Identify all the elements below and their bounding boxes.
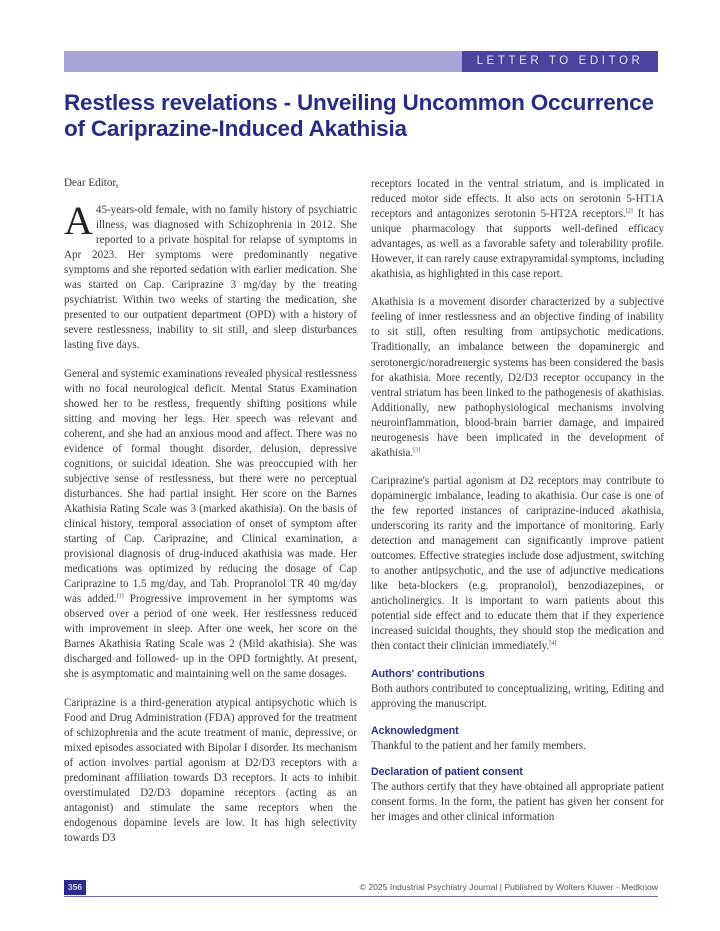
right-column — [371, 177, 664, 836]
paragraph-discussion — [371, 474, 664, 655]
section-header-bar — [64, 51, 658, 72]
page-footer — [64, 880, 658, 897]
citation-ref[interactable]: [1] — [116, 593, 124, 600]
section-heading-authors-contributions: Authors' contributions — [371, 668, 485, 681]
section-text-acknowledgment: Thankful to the patient and her family members. — [371, 739, 587, 752]
paragraph-text: Cariprazine's partial agonism at D2 receptors may contribute to dopaminergic imbalance, leading to akathisia. Our case is one of the few reported instances of cariprazine-induced akathisia, underscoring its rarity and the importance of monitoring. Early detection and management can significantly improve patient outcomes. Effective strategies include dose adjustment, switching to another antipsychotic, and the use of adjunctive medications like beta-blockers (e.g. propranolol), benzodiazepines, or anticholinergics. It is important to warn patients about this potential side effect and to educate them that if they experience increased suicidal thoughts, they should stop the medication and then contact their clinician immediately. — [371, 474, 664, 653]
footer-copyright: © 2025 Industrial Psychiatry Journal | Published by Wolters Kluwer - Medknow — [359, 882, 658, 892]
citation-ref[interactable]: [2] — [625, 208, 633, 215]
paragraph-case-history — [64, 198, 357, 353]
salutation: Dear Editor, — [64, 177, 119, 189]
paragraph-examination — [64, 367, 357, 683]
paragraph-cariprazine: Cariprazine is a third-generation atypical antipsychotic which is Food and Drug Administration (FDA) approved for the treatment of schizophrenia and the acute treatment of manic, depressive, or mixed episodes associated with Bipolar I disorder. Its mechanism of action involves partial agonism at D2/D3 receptors with a predominant affiliation towards D3 receptors. It acts to inhibit overstimulated D2/D3 dopamine receptors (acting as an antagonist) and stimulate the same receptors when the endogenous dopamine levels are low. It has high selectivity towards D3 — [64, 696, 357, 844]
paragraph-text: receptors located in the ventral striatum, and is implicated in reduced motor side effects. It also acts on serotonin 5-HT1A receptors and antagonizes serotonin 5-HT2A receptors. — [371, 178, 664, 221]
section-heading-acknowledgment: Acknowledgment — [371, 724, 459, 737]
page-number: 356 — [64, 880, 86, 895]
section-text-authors-contributions: Both authors contributed to conceptualizing, writing, Editing and approving the manuscript. — [371, 683, 664, 711]
paragraph-text: Akathisia is a movement disorder characterized by a subjective feeling of inner restlessness and an objective finding of inability to sit still, often resulting from antipsychotic medications. Traditionally, an imbalance between the dopaminergic and serotonergic/noradrenergic systems has been considered the basis for akathisia. More recently, D2/D3 receptor occupancy in the ventral striatum has been linked to the pathogenesis of akathisias. Additionally, new pathophysiological mechanisms involving neuroinflammation, blood-brain barrier damage, and impaired neurogenesis have been implicated in the development of akathisia. — [371, 296, 664, 459]
section-heading-patient-consent: Declaration of patient consent — [371, 765, 523, 778]
paragraph-akathisia — [371, 295, 664, 461]
drop-cap: A — [64, 198, 93, 244]
paragraph-text: General and systemic examinations revealed physical restlessness with no focal neurological deficit. Mental Status Examination showed her to be restless, frequently shifting positions while sitting and moving her legs. Her speech was relevant and coherent, and she had an anxious mood and affect. There was no evidence of formal thought disorder, delusion, depressive cognitions, or suicidal ideation. She was preoccupied with her subjective sense of restlessness, but there were no perceptual disturbances. She had partial insight. Her score on the Barnes Akathisia Rating Scale was 3 (marked akathisia). On the basis of clinical history, temporal association of onset of symptom after starting of Cap. Cariprazine, and Clinical examination, a provisional diagnosis of drug-induced akathisia was made. Her medications was optimized by reducing the dosage of Cap Cariprazine to 1.5 mg/day, and Tab. Propranolol TR 40 mg/day was added. — [64, 367, 357, 606]
paragraph-text: It has unique pharmacology that supports well-defined efficacy advantages, as well as a favorable safety and tolerability profile. However, it can rarely cause extrapyramidal symptoms, including akathisia, as highlighted in this case report. — [371, 208, 664, 281]
paragraph-receptors — [371, 177, 664, 282]
article-title: Restless revelations - Unveiling Uncommon Occurrence of Cariprazine-Induced Akathisia — [64, 90, 654, 141]
paragraph-text: 45-years-old female, with no family history of psychiatric illness, was diagnosed with Schizophrenia in 2012. She reported to a private hospital for relapse of symptoms in Apr 2023. Her symptoms were predominantly negative symptoms and she reported sedation with earlier medication. She was started on Cap. Cariprazine 3 mg/day by the treating psychiatrist. Within two weeks of starting the medication, she presented to our outpatient department (OPD) with a history of severe restlessness, inability to sit still, and sleep disturbances lasting five days. — [64, 204, 357, 352]
citation-ref[interactable]: [4] — [549, 640, 557, 647]
section-text-patient-consent: The authors certify that they have obtained all appropriate patient consent forms. In the form, the patient has given her consent for her images and other clinical information — [371, 780, 664, 823]
citation-ref[interactable]: [3] — [413, 447, 421, 454]
paragraph-text: Progressive improvement in her symptoms was observed over a period of one week. Her restlessness reduced with improvement in sleep. After one week, her score on the Barnes Akathisia Rating Scale was 2 (Mild akathisia). She was discharged and followed- up in the OPD fortnightly. At present, she is asymptomatic and maintaining well on the same dosages. — [64, 593, 357, 681]
section-label: LETTER TO EDITOR — [462, 51, 658, 72]
left-column — [64, 176, 357, 859]
